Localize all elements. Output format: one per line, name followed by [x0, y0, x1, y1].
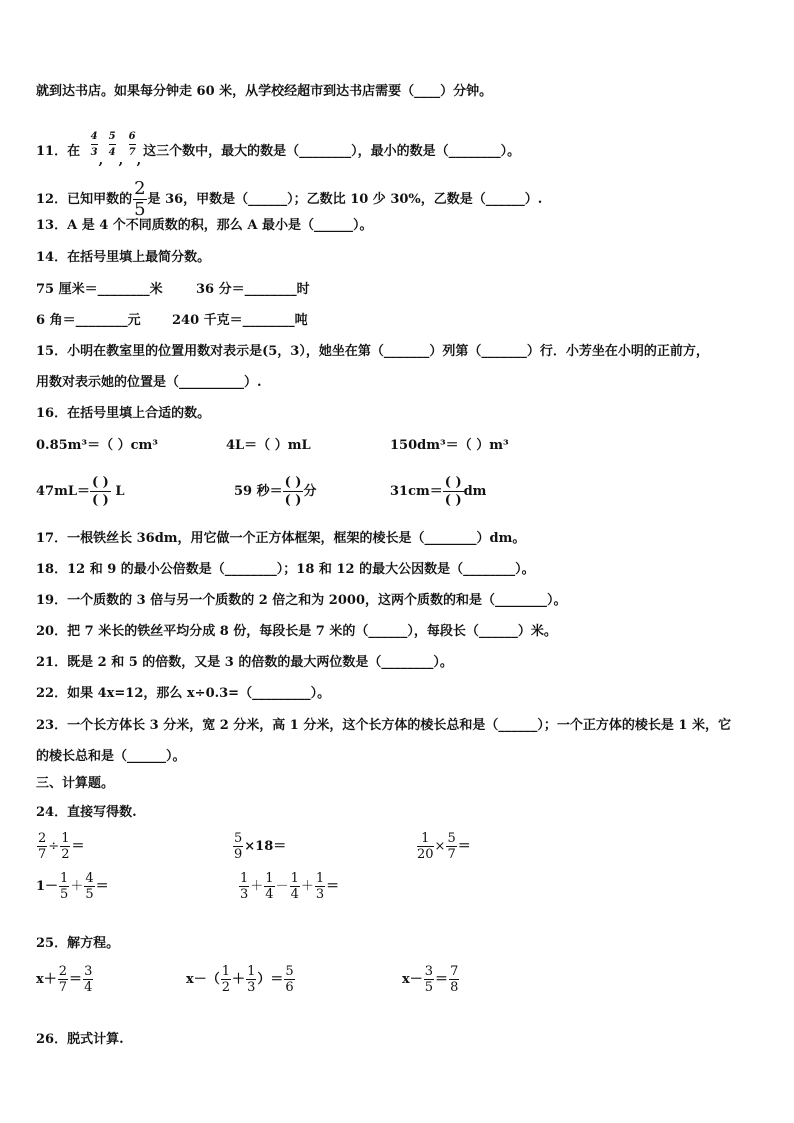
q14-c: 6 角＝________元 [36, 313, 141, 328]
q11-fraction-3: 6 7 [129, 129, 136, 161]
q16-c: 150dm³＝（ ）m³ [390, 438, 509, 453]
q12-prefix: 12．已知甲数的 [36, 192, 133, 207]
q15-line-1: 15．小明在教室里的位置用数对表示是(5，3），她坐在第（_______）列第（_______）行．小芳坐在小明的正前方， [36, 344, 709, 359]
q21: 21．既是 2 和 5 的倍数，又是 3 的倍数的最大两位数是（________）。 [36, 655, 453, 670]
q12 [36, 180, 542, 219]
equation-1: x＋ $\frac{2}{7}$ ＝ $\frac{3}{4}$ [36, 964, 93, 995]
q11: 11．在 4 3 5 4 6 7 , , , 这三个数中，最大的数是（________），最小的数是（________）。 [36, 131, 521, 168]
q15-line-2: 用数对表示她的位置是（__________）. [36, 375, 262, 390]
q14-b: 36 分＝________时 [196, 282, 310, 297]
q14-a: 75 厘米＝________米 [36, 282, 163, 297]
q23-line-1: 23．一个长方体长 3 分米，宽 2 分米，高 1 分米，这个长方体的棱长总和是（______）；一个正方体的棱长是 1 米，它 [36, 718, 731, 733]
q23-line-2: 的棱长总和是（______）。 [36, 749, 186, 764]
q19: 19．一个质数的 3 倍与另一个质数的 2 倍之和为 2000，这两个质数的和是（________）。 [36, 593, 567, 608]
calc-5-fraction-b: $\frac{1}{4}$ [265, 871, 274, 902]
calc-3-fraction-b: $\frac{5}{7}$ [447, 831, 456, 862]
q10-continuation: 就到达书店。如果每分钟走 60 米，从学校经超市到达书店需要（____）分钟。 [36, 84, 493, 99]
q25: 25．解方程。 [36, 936, 120, 951]
q14-d: 240 千克＝________吨 [172, 313, 308, 328]
q20: 20．把 7 米长的铁丝平均分成 8 份，每段长是 7 米的（______），每段长（______）米。 [36, 624, 557, 639]
calc-1-fraction-a: $\frac{2}{7}$ [38, 831, 47, 862]
q16-e: 59 秒＝ $\frac{( )}{( )}$ 分 [234, 475, 317, 508]
calc-2: $\frac{5}{9}$ ×18＝ [234, 831, 287, 862]
q11-text: 这三个数中，最大的数是（________），最小的数是（________）。 [143, 144, 521, 159]
q13: 13．A 是 4 个不同质数的积，那么 A 最小是（______）。 [36, 218, 373, 233]
q26: 26．脱式计算. [36, 1032, 124, 1047]
q16-f: 31cm＝ $\frac{( )}{( )}$ dm [390, 475, 487, 508]
equation-2-fraction-c: $\frac{5}{6}$ [285, 964, 294, 995]
calc-1: $\frac{2}{7}$ ÷ $\frac{1}{2}$ ＝ [38, 831, 85, 862]
equation-2: x－（ $\frac{1}{2}$ ＋ $\frac{1}{3}$ ）＝ $\frac{5}{6}$ [186, 964, 294, 995]
equation-3-fraction-b: $\frac{7}{8}$ [450, 964, 459, 995]
q22: 22．如果 4x=12，那么 x÷0.3=（_________）。 [36, 686, 331, 701]
q16-d: 47mL＝ $\frac{( )}{( )}$ L [36, 475, 125, 508]
q16-e-blank-fraction: $\frac{( )}{( )}$ [284, 475, 302, 508]
q12-text: 是 36，甲数是（______）；乙数比 10 少 30%，乙数是（______）. [147, 192, 543, 207]
q11-fraction-2: 5 4 [109, 129, 116, 161]
q16: 16．在括号里填上合适的数。 [36, 406, 211, 421]
equation-3-fraction-a: $\frac{3}{5}$ [424, 964, 434, 995]
q16-a: 0.85m³＝（ ）cm³ [36, 438, 159, 453]
calc-1-fraction-b: $\frac{1}{2}$ [61, 831, 70, 862]
q17: 17．一根铁丝长 36dm，用它做一个正方体框架，框架的棱长是（________）dm。 [36, 531, 526, 546]
equation-2-fraction-a: $\frac{1}{2}$ [221, 964, 231, 995]
calc-3-fraction-a: $\frac{1}{20}$ [417, 831, 434, 862]
calc-4-fraction-b: $\frac{4}{5}$ [85, 871, 94, 902]
q16-b: 4L＝（ ）mL [226, 438, 311, 453]
q24: 24．直接写得数. [36, 805, 137, 820]
q11-fraction-1: 4 3 [91, 129, 98, 161]
q16-f-blank-fraction: $\frac{( )}{( )}$ [444, 475, 462, 508]
calc-3: $\frac{1}{20}$ × $\frac{5}{7}$ ＝ [417, 831, 471, 862]
calc-4-fraction-a: $\frac{1}{5}$ [60, 871, 69, 902]
calc-5: $\frac{1}{3}$ ＋ $\frac{1}{4}$ － $\frac{1}{4}$ ＋ $\frac{1}{3}$ ＝ [240, 871, 340, 902]
calc-5-fraction-d: $\frac{1}{3}$ [315, 871, 325, 902]
q12-fraction: $\frac{2}{5}$ [134, 178, 146, 220]
equation-2-fraction-b: $\frac{1}{3}$ [247, 964, 256, 995]
q16-d-blank-fraction: $\frac{( )}{( )}$ [92, 475, 109, 508]
equation-1-fraction-b: $\frac{3}{4}$ [84, 964, 93, 995]
q18: 18．12 和 9 的最小公倍数是（________）；18 和 12 的最大公因数是（________）。 [36, 562, 535, 577]
equation-1-fraction-a: $\frac{2}{7}$ [58, 964, 68, 995]
calc-4: 1－ $\frac{1}{5}$ ＋ $\frac{4}{5}$ ＝ [36, 871, 109, 902]
calc-5-fraction-c: $\frac{1}{4}$ [290, 871, 299, 902]
q14: 14．在括号里填上最简分数。 [36, 250, 211, 265]
section-3-title: 三、计算题。 [36, 776, 115, 791]
calc-2-fraction: $\frac{5}{9}$ [234, 831, 243, 862]
calc-5-fraction-a: $\frac{1}{3}$ [240, 871, 249, 902]
q11-prefix: 11．在 [36, 144, 81, 159]
equation-3: x－ $\frac{3}{5}$ ＝ $\frac{7}{8}$ [402, 964, 459, 995]
